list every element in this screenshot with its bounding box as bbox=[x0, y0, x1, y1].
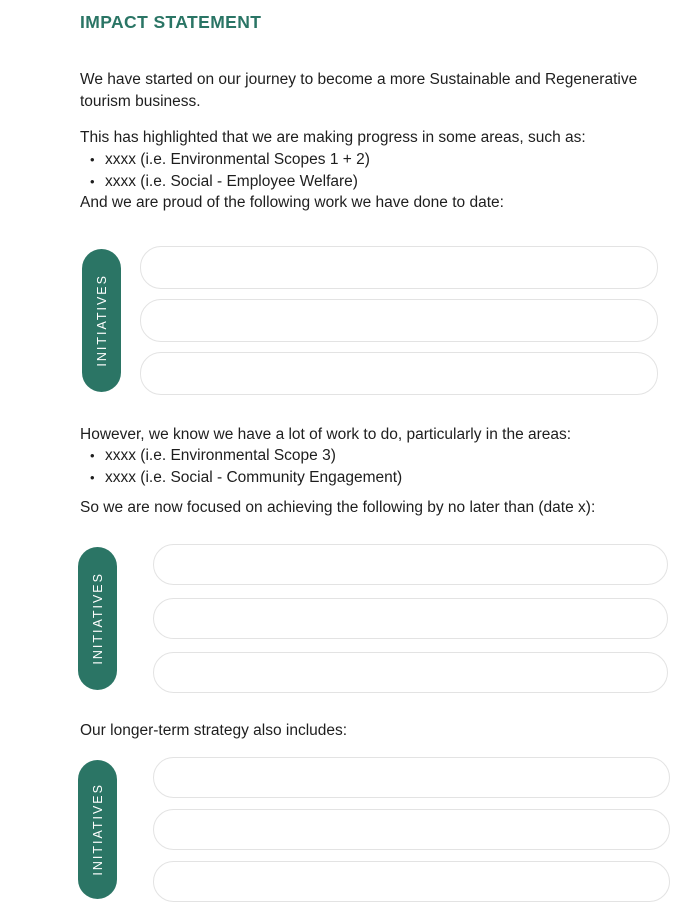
bullet-item bbox=[80, 171, 668, 193]
bullet-item bbox=[80, 467, 668, 489]
initiative-box[interactable] bbox=[153, 757, 670, 798]
initiatives-label: INITIATIVES bbox=[90, 783, 105, 876]
bullet-icon: • bbox=[90, 152, 95, 167]
progress-lead-paragraph: This has highlighted that we are making progress in some areas, such as: bbox=[80, 129, 586, 146]
bullet-icon: • bbox=[90, 174, 95, 189]
bullet-text: xxxx (i.e. Social - Community Engagement) bbox=[105, 469, 403, 486]
page-title: IMPACT STATEMENT bbox=[80, 12, 262, 32]
initiative-box-stack bbox=[140, 246, 658, 395]
bullet-item bbox=[80, 445, 668, 467]
initiative-box[interactable] bbox=[140, 352, 658, 395]
bullet-item bbox=[80, 149, 668, 171]
proud-lead-paragraph: And we are proud of the following work we have done to date: bbox=[80, 194, 504, 211]
initiatives-pill bbox=[78, 547, 117, 690]
progress-bullet-list bbox=[80, 149, 668, 193]
initiative-box[interactable] bbox=[153, 598, 668, 639]
intro-paragraph: We have started on our journey to become a more Sustainable and Regenerative tourism business. bbox=[80, 71, 638, 110]
initiatives-label: INITIATIVES bbox=[90, 572, 105, 665]
bullet-icon: • bbox=[90, 448, 95, 463]
initiative-box-stack bbox=[153, 544, 668, 693]
initiatives-block-focused-goals bbox=[78, 544, 668, 693]
bullet-text: xxxx (i.e. Environmental Scope 3) bbox=[105, 447, 336, 464]
initiative-box[interactable] bbox=[140, 299, 658, 342]
bullet-text: xxxx (i.e. Environmental Scopes 1 + 2) bbox=[105, 151, 370, 168]
initiatives-block-longer-term bbox=[78, 757, 670, 902]
bullet-text: xxxx (i.e. Social - Employee Welfare) bbox=[105, 173, 358, 190]
initiatives-pill bbox=[82, 249, 121, 392]
bullet-icon: • bbox=[90, 470, 95, 485]
initiatives-label: INITIATIVES bbox=[94, 274, 109, 367]
initiatives-block-done-to-date bbox=[82, 246, 658, 395]
initiative-box[interactable] bbox=[153, 544, 668, 585]
initiative-box[interactable] bbox=[153, 861, 670, 902]
initiative-box[interactable] bbox=[153, 652, 668, 693]
initiatives-pill bbox=[78, 760, 117, 899]
initiative-box-stack bbox=[153, 757, 670, 902]
longterm-lead-paragraph: Our longer-term strategy also includes: bbox=[80, 722, 348, 739]
focus-lead-paragraph: So we are now focused on achieving the following by no later than (date x): bbox=[80, 499, 596, 516]
gaps-bullet-list bbox=[80, 445, 668, 489]
initiative-box[interactable] bbox=[153, 809, 670, 850]
gaps-lead-paragraph: However, we know we have a lot of work to do, particularly in the areas: bbox=[80, 426, 572, 443]
initiative-box[interactable] bbox=[140, 246, 658, 289]
